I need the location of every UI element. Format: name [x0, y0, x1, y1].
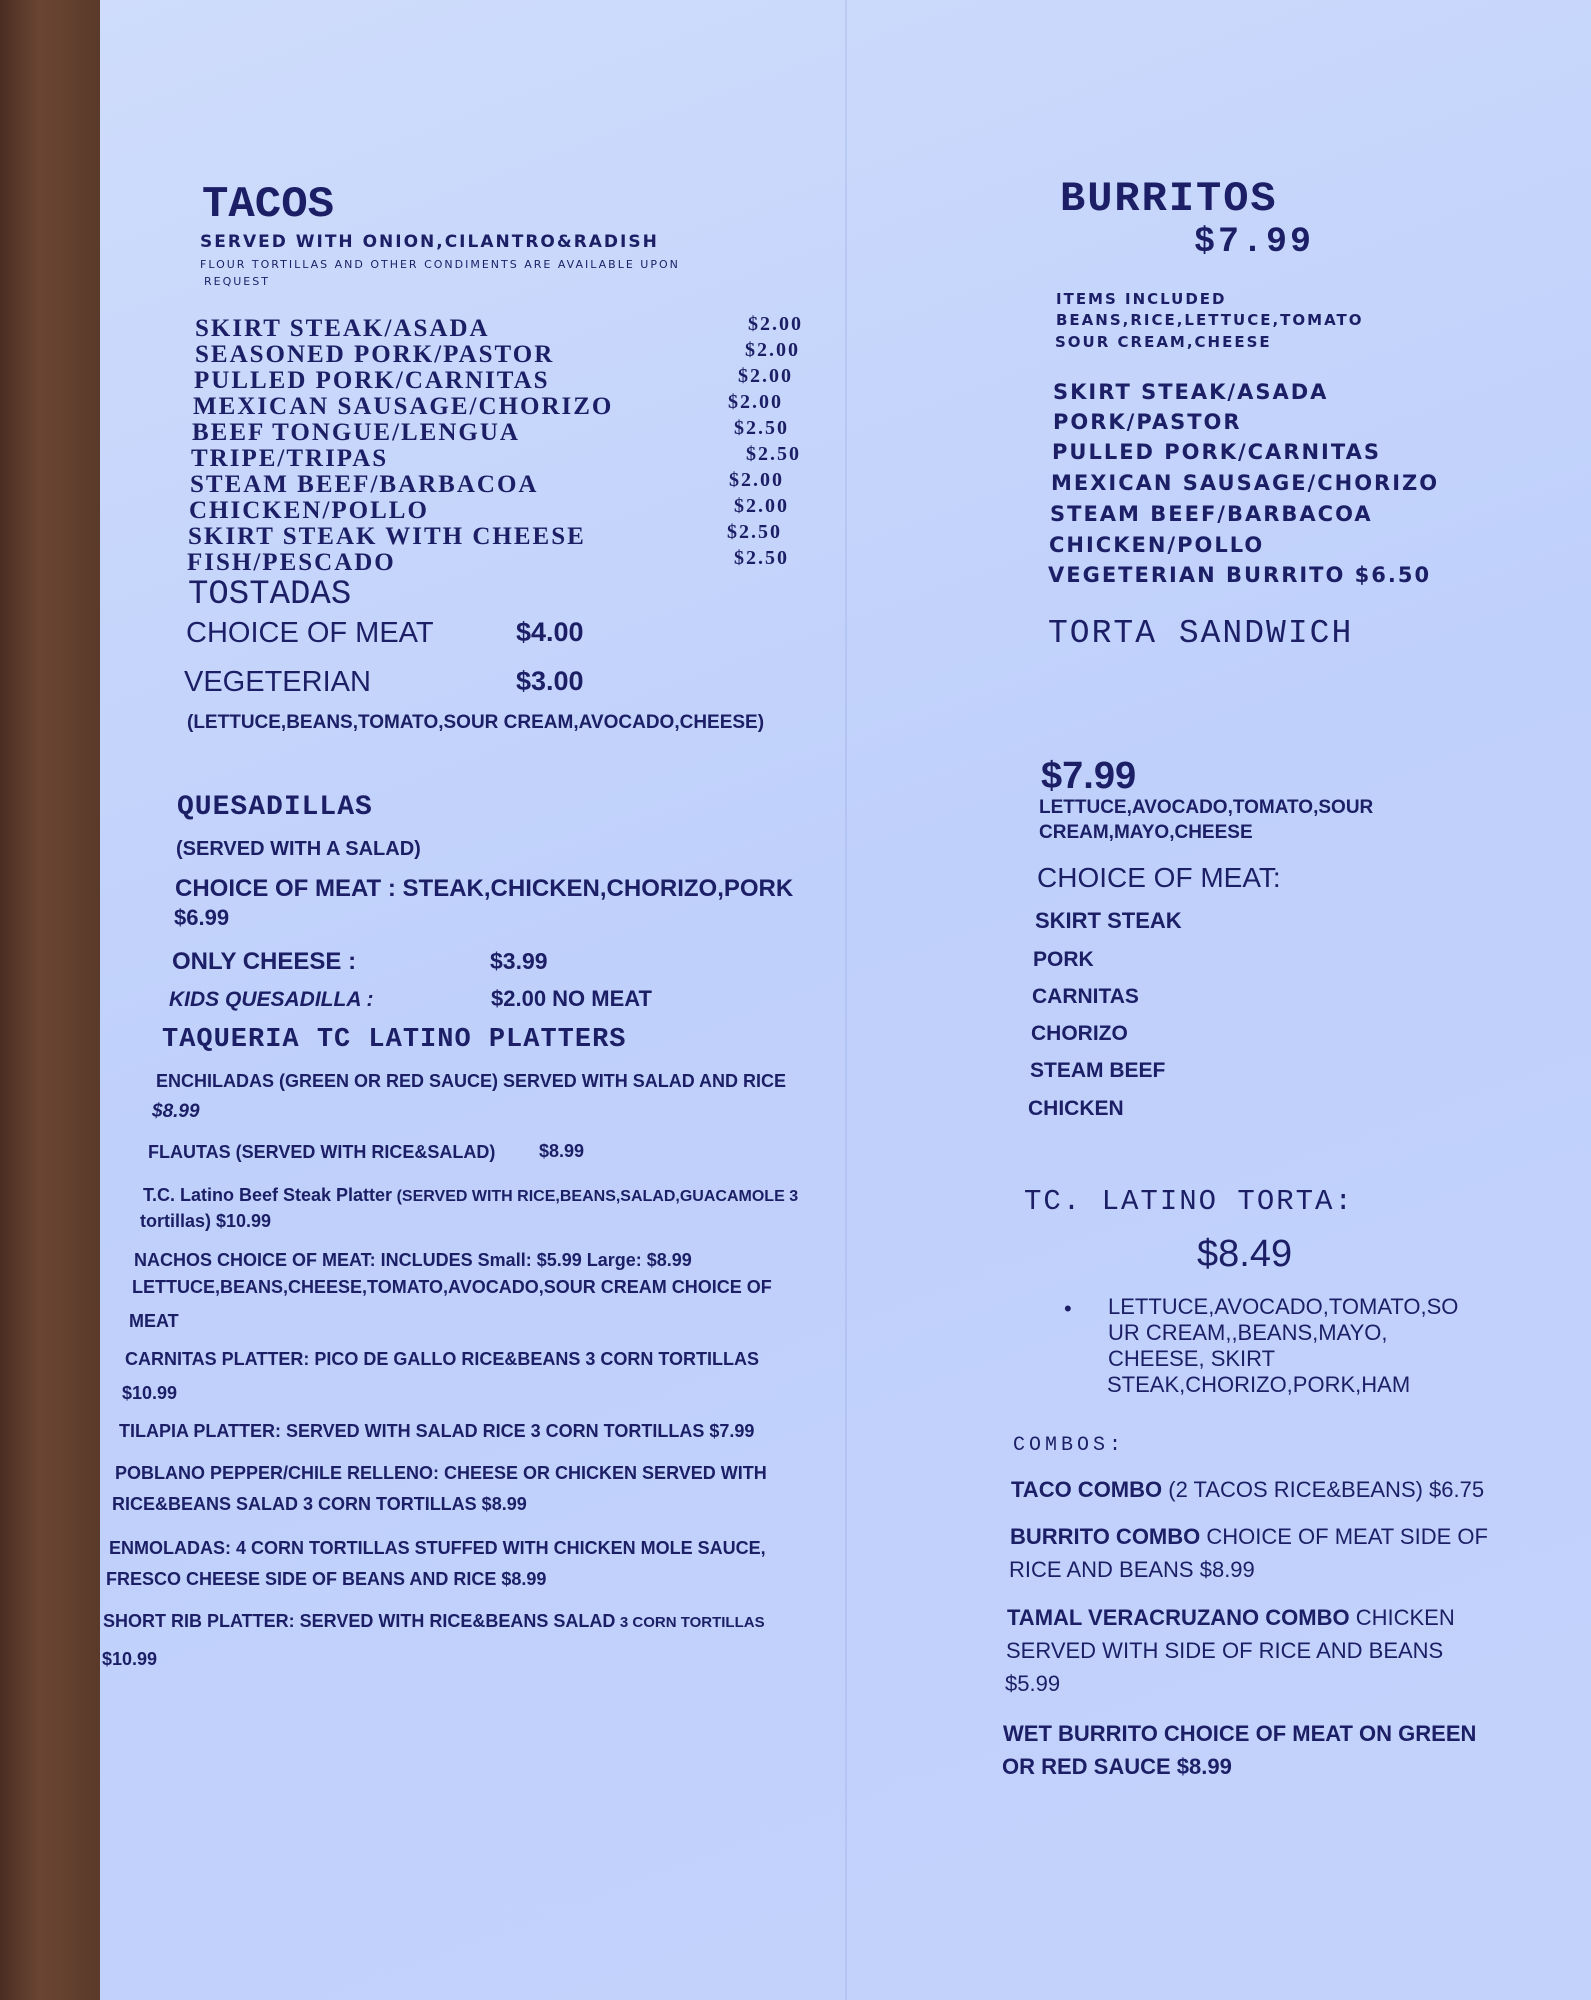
tc-torta-line-2: UR CREAM,,BEANS,MAYO,	[1108, 1320, 1388, 1345]
torta-title: TORTA SANDWICH	[1048, 615, 1354, 652]
tacos-item-price: $2.00	[745, 339, 800, 361]
torta-toppings-1: LETTUCE,AVOCADO,TOMATO,SOUR	[1039, 797, 1374, 818]
poblano-line-1: POBLANO PEPPER/CHILE RELLENO: CHEESE OR CHICKEN SERVED WITH	[115, 1463, 767, 1483]
tacos-item-name: PULLED PORK/CARNITAS	[194, 367, 550, 394]
torta-meat: CHORIZO	[1031, 1022, 1128, 1045]
quesadillas-cheese-label: ONLY CHEESE :	[172, 948, 357, 975]
paper-fold	[845, 0, 847, 2000]
burritos-item: PORK/PASTOR	[1053, 410, 1242, 434]
tamal-combo-line-3: $5.99	[1005, 1671, 1061, 1696]
tacos-item-name: STEAM BEEF/BARBACOA	[190, 471, 539, 498]
tacos-item-price: $2.00	[734, 495, 789, 517]
tc-torta-line-1: LETTUCE,AVOCADO,TOMATO,SO	[1108, 1294, 1459, 1319]
tc-torta-line-4: STEAK,CHORIZO,PORK,HAM	[1107, 1372, 1411, 1397]
tacos-item-name: MEXICAN SAUSAGE/CHORIZO	[193, 393, 614, 420]
carnitas-line-1: CARNITAS PLATTER: PICO DE GALLO RICE&BEANS 3 CORN TORTILLAS	[125, 1349, 760, 1369]
tostadas-title: TOSTADAS	[188, 576, 352, 614]
torta-choice-label: CHOICE OF MEAT:	[1037, 862, 1281, 893]
tostadas-veg-label: VEGETERIAN	[184, 666, 371, 698]
burritos-item: STEAM BEEF/BARBACOA	[1050, 502, 1373, 526]
tamal-combo-name: TAMAL VERACRUZANO COMBO	[1007, 1605, 1350, 1630]
tacos-item-price: $2.50	[727, 521, 782, 543]
burritos-price: $7.99	[1194, 222, 1315, 262]
enchiladas-line-2: $8.99	[152, 1101, 200, 1122]
tilapia-line: TILAPIA PLATTER: SERVED WITH SALAD RICE 3 CORN TORTILLAS $7.99	[119, 1421, 755, 1441]
tacos-item-price: $2.00	[748, 313, 803, 335]
burritos-included-2: BEANS,RICE,LETTUCE,TOMATO	[1056, 311, 1364, 329]
steak-platter	[143, 1185, 798, 1206]
tc-torta-line-3: CHEESE, SKIRT	[1108, 1346, 1276, 1371]
enchiladas-line-1: ENCHILADAS (GREEN OR RED SAUCE) SERVED WITH SALAD AND RICE	[156, 1071, 787, 1091]
burritos-item: SKIRT STEAK/ASADA	[1053, 380, 1329, 404]
burritos-included-3: SOUR CREAM,CHEESE	[1055, 333, 1272, 351]
tostadas-veg-price: $3.00	[516, 666, 584, 696]
tostadas-toppings: (LETTUCE,BEANS,TOMATO,SOUR CREAM,AVOCADO,CHEESE)	[187, 712, 765, 733]
burritos-item: PULLED PORK/CARNITAS	[1052, 440, 1381, 464]
tacos-item-name: CHICKEN/POLLO	[189, 497, 429, 524]
tamal-combo-line	[1007, 1605, 1455, 1631]
quesadillas-choice-price: $6.99	[174, 905, 230, 930]
torta-meat: PORK	[1033, 948, 1094, 971]
tacos-item-name: SKIRT STEAK/ASADA	[195, 315, 490, 342]
nachos-line-3: MEAT	[129, 1311, 179, 1331]
wet-burrito-line-2: OR RED SAUCE $8.99	[1002, 1754, 1232, 1779]
tacos-item-name: TRIPE/TRIPAS	[191, 445, 389, 472]
tacos-item-name: FISH/PESCADO	[187, 549, 396, 576]
quesadillas-choice: CHOICE OF MEAT : STEAK,CHICKEN,CHORIZO,PORK	[175, 875, 794, 902]
short-rib-price: $10.99	[102, 1649, 158, 1669]
kids-quesadilla-label: KIDS QUESADILLA :	[169, 988, 374, 1011]
burrito-combo-desc: CHOICE OF MEAT SIDE OF	[1200, 1524, 1488, 1549]
steak-platter-line-2: tortillas) $10.99	[140, 1211, 272, 1231]
short-rib-line-1	[103, 1611, 765, 1632]
torta-meat: CARNITAS	[1032, 985, 1139, 1008]
burrito-combo-name: BURRITO COMBO	[1010, 1524, 1201, 1549]
tacos-item-price: $2.00	[728, 391, 783, 413]
steak-platter-name: T.C. Latino Beef Steak Platter	[143, 1185, 393, 1205]
tacos-note-1: FLOUR TORTILLAS AND OTHER CONDIMENTS ARE AVAILABLE UPON	[200, 258, 680, 271]
tc-torta-price: $8.49	[1197, 1233, 1293, 1275]
tacos-item-price: $2.50	[734, 417, 789, 439]
tacos-item-price: $2.00	[729, 469, 784, 491]
tacos-note-2: REQUEST	[204, 275, 270, 288]
tc-torta-bullet: •	[1064, 1296, 1072, 1321]
tostadas-choice-price: $4.00	[516, 617, 584, 647]
taco-combo-line	[1011, 1477, 1484, 1503]
burritos-item: VEGETERIAN BURRITO $6.50	[1048, 563, 1432, 587]
burrito-combo-line-2: RICE AND BEANS $8.99	[1009, 1557, 1255, 1582]
wet-burrito-line-1: WET BURRITO CHOICE OF MEAT ON GREEN	[1003, 1721, 1477, 1746]
nachos-line-2: LETTUCE,BEANS,CHEESE,TOMATO,AVOCADO,SOUR CREAM CHOICE OF	[132, 1277, 772, 1297]
tc-torta-title: TC. LATINO TORTA:	[1024, 1185, 1354, 1218]
tacos-title: TACOS	[202, 180, 335, 230]
nachos-line-1: NACHOS CHOICE OF MEAT: INCLUDES Small: $5.99 Large: $8.99	[134, 1250, 692, 1270]
burrito-combo-line	[1010, 1524, 1488, 1550]
poblano-line-2: RICE&BEANS SALAD 3 CORN TORTILLAS $8.99	[112, 1494, 527, 1514]
flautas-price: $8.99	[539, 1141, 585, 1161]
tacos-item-name: SKIRT STEAK WITH CHEESE	[188, 523, 586, 550]
short-rib-tortillas: 3 CORN TORTILLAS	[619, 1614, 765, 1631]
burritos-title: BURRITOS	[1060, 175, 1278, 223]
tacos-item-name: SEASONED PORK/PASTOR	[195, 341, 555, 368]
burritos-item: CHICKEN/POLLO	[1049, 533, 1265, 557]
torta-meat: CHICKEN	[1028, 1097, 1124, 1120]
quesadillas-title: QUESADILLAS	[177, 792, 373, 823]
tostadas-choice-label: CHOICE OF MEAT	[186, 617, 434, 649]
tamal-combo-desc: CHICKEN	[1349, 1605, 1455, 1630]
tacos-item-price: $2.50	[734, 547, 789, 569]
torta-meat: STEAM BEEF	[1030, 1059, 1166, 1082]
tacos-subtitle: SERVED WITH ONION,CILANTRO&RADISH	[200, 232, 659, 252]
burritos-included-1: ITEMS INCLUDED	[1056, 290, 1227, 308]
enmoladas-line-1: ENMOLADAS: 4 CORN TORTILLAS STUFFED WITH CHICKEN MOLE SAUCE,	[109, 1538, 766, 1558]
burritos-item: MEXICAN SAUSAGE/CHORIZO	[1051, 471, 1440, 495]
carnitas-line-2: $10.99	[122, 1383, 178, 1403]
combos-title: COMBOS:	[1013, 1434, 1126, 1457]
quesadillas-cheese-price: $3.99	[490, 948, 548, 974]
tacos-item-name: BEEF TONGUE/LENGUA	[192, 419, 520, 446]
kids-quesadilla-price: $2.00 NO MEAT	[491, 986, 652, 1011]
flautas-line: FLAUTAS (SERVED WITH RICE&SALAD)	[148, 1142, 496, 1162]
quesadillas-served: (SERVED WITH A SALAD)	[176, 838, 421, 860]
torta-toppings-2: CREAM,MAYO,CHEESE	[1039, 822, 1253, 843]
tacos-item-price: $2.00	[738, 365, 793, 387]
platters-title: TAQUERIA TC LATINO PLATTERS	[162, 1025, 627, 1055]
torta-price: $7.99	[1041, 755, 1137, 797]
steak-platter-desc: (SERVED WITH RICE,BEANS,SALAD,GUACAMOLE 3	[396, 1188, 799, 1205]
taco-combo-desc: (2 TACOS RICE&BEANS) $6.75	[1162, 1477, 1485, 1502]
taco-combo-name: TACO COMBO	[1011, 1477, 1163, 1502]
short-rib-desc: SHORT RIB PLATTER: SERVED WITH RICE&BEANS SALAD	[103, 1611, 616, 1631]
enmoladas-line-2: FRESCO CHEESE SIDE OF BEANS AND RICE $8.99	[106, 1569, 547, 1589]
tamal-combo-line-2: SERVED WITH SIDE OF RICE AND BEANS	[1006, 1638, 1444, 1663]
torta-meat: SKIRT STEAK	[1035, 908, 1182, 933]
tacos-item-price: $2.50	[746, 443, 801, 465]
